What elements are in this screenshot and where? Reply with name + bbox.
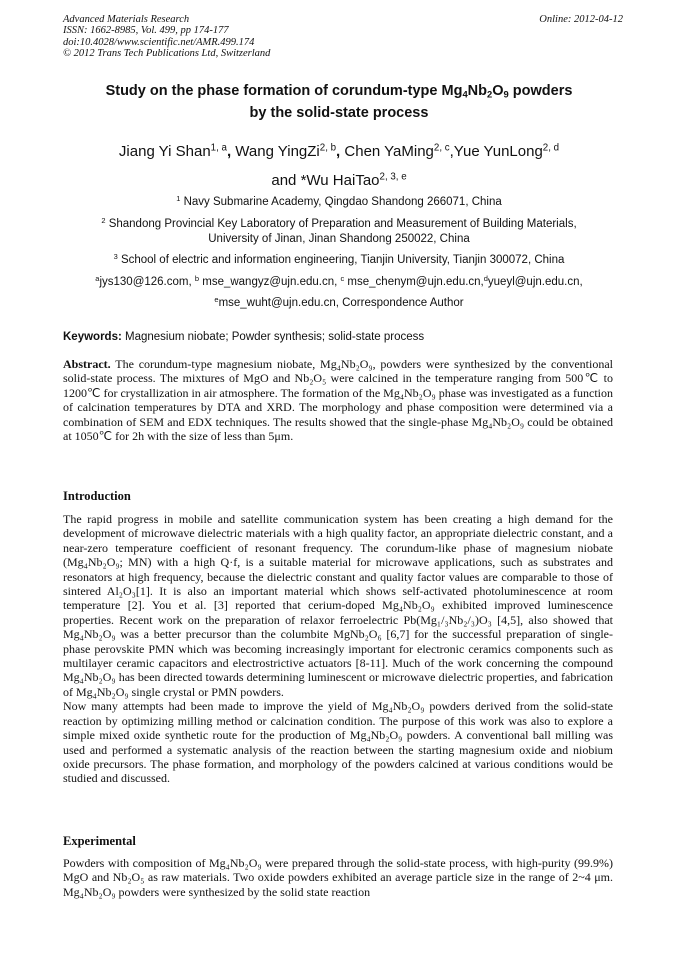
abstract-text: The corundum-type magnesium niobate, Mg₄Nb₂O₉, powders were synthesized by the conventional solid-state process. The mixtures of MgO and Nb₂O₅ were calcined in the temperature ranging from 500℃ to 1200℃ for crystallization in air atmosphere. The formation of the Mg₄Nb₂O₉ phase was investigated as a function of calcination temperatures by DTA and XRD. The morphology and phase composition were determined via a combination of SEM and EDX techniques. The results showed that the single-phase Mg₄Nb₂O₉ could be obtained at 1050℃ for 2h with the size of less than 5μm. (63, 357, 613, 444)
affiliation-3: $^3$ School of electric and information engineering, Tianjin University, Tianjin 300072, China (113, 251, 565, 266)
journal-issn: ISSN: 1662-8985, Vol. 499, pp 174-177 (63, 25, 229, 37)
paragraph: Now many attempts had been made to improve the yield of Mg₄Nb₂O₉ powders derived from the solid-state reaction by optimizing milling method or calcination condition. The purpose of this work was also to explore a simple mixed oxide synthetic route for the production of Mg₄Nb₂O₉ powders. A conventional ball milling was used and performed a systematic analysis of the reaction between the starting magnesium oxide and niobium oxide precursors. The phase formation, and morphology of the powders calcined at various conditions would be studied and discussed. (63, 699, 613, 786)
introduction-body (63, 512, 613, 786)
experimental-body (63, 856, 613, 899)
journal-name: Advanced Materials Research (63, 14, 190, 25)
author: Yue YunLong (453, 143, 543, 160)
title-line-2: by the solid-state process (249, 105, 429, 121)
affiliation-1: $^1$ Navy Submarine Academy, Qingdao Shandong 266071, China (176, 193, 502, 208)
section-heading-experimental: Experimental (63, 834, 136, 848)
abstract-label: Abstract. (63, 357, 111, 371)
section-heading-introduction: Introduction (63, 489, 131, 503)
paragraph: The rapid progress in mobile and satellite communication system has been creating a high demand for the development of microwave dielectric materials with a high quality factor, an appropriate dielectric constant, and a near-zero temperature coefficient of resonant frequency. The corundum-like phase of magnesium niobate (Mg₄Nb₂O₉; MN) with a high Q·f, is a suitable material for microwave applications, such as substrates and resonators at high frequency, because the dielectric constant and quality factor values are comparable to those of sintered Al₂O₃[1]. It is also an important material which shows self-activated photoluminescence at room temperature [2]. You et al. [3] reported that cerium-doped Mg₄Nb₂O₉ exhibited improved luminescence properties. Recent work on the preparation of relaxor ferroelectric Pb(Mg₁/₃Nb₂/₃)O₃ [4,5], also showed that Mg₄Nb₂O₉ was a better precursor than the columbite MgNb₂O₆ [6,7] for the successful preparation of single-phase perovskite PMN which was becoming increasingly important for electronic ceramics components such as multilayer ceramic capacitors and electrostrictive actuators [8-11]. Much of the work concerning the compound Mg₄Nb₂O₉ has been directed towards determining luminescent or microwave dielectric properties, and fabrication of Mg₄Nb₂O₉ single crystal or PMN powders. (63, 512, 613, 699)
author-line-2: and *Wu HaiTao$^{2, 3, e}$ (271, 171, 407, 189)
author-list (40, 137, 638, 195)
abstract (63, 357, 613, 443)
journal-doi: doi:10.4028/www.scientific.net/AMR.499.174 (63, 36, 255, 48)
author: Jiang Yi Shan (118, 143, 211, 160)
author: *Wu HaiTao (300, 172, 380, 189)
title-line-1: Study on the phase formation of corundum-type $Mg_4Nb_2O_9$ powders (105, 83, 573, 100)
author-line-1: Jiang Yi Shan$^{1, a}$, Wang YingZi$^{2, b}$, Chen YaMing$^{2, c}$,Yue YunLong$^{2, d}$ (118, 142, 560, 160)
journal-copyright: © 2012 Trans Tech Publications Ltd, Switzerland (63, 47, 271, 59)
paragraph: Powders with composition of Mg₄Nb₂O₉ were prepared through the solid-state process, with high-purity (99.9%) MgO and Nb₂O₅ as raw materials. Two oxide powders exhibited an average particle size in the range of 2~4 μm. Mg₄Nb₂O₉ powders were synthesized by the solid state reaction (63, 856, 613, 899)
author: Chen YaMing (344, 143, 434, 160)
author: Wang YingZi (235, 143, 320, 160)
online-date: Online: 2012-04-12 (539, 14, 623, 25)
email-list: $^a$jys130@126.com, $^b$ mse_wangyz@ujn.edu.cn, $^c$ mse_chenym@ujn.edu.cn,$^d$yueyl@ujn.edu.cn, $^e$mse_wuht@ujn.edu.cn, Correspondence Author (95, 273, 583, 309)
keywords-label: Keywords: (63, 331, 122, 343)
journal-header (63, 14, 623, 59)
keywords: Keywords: Magnesium niobate; Powder synthesis; solid-state process (63, 331, 425, 343)
affiliation-2: $^2$ Shandong Provincial Key Laboratory of Preparation and Measurement of Building Materials, University of Jinan, Jinan Shandong 250022, China (101, 215, 577, 245)
paper-title (40, 80, 638, 124)
